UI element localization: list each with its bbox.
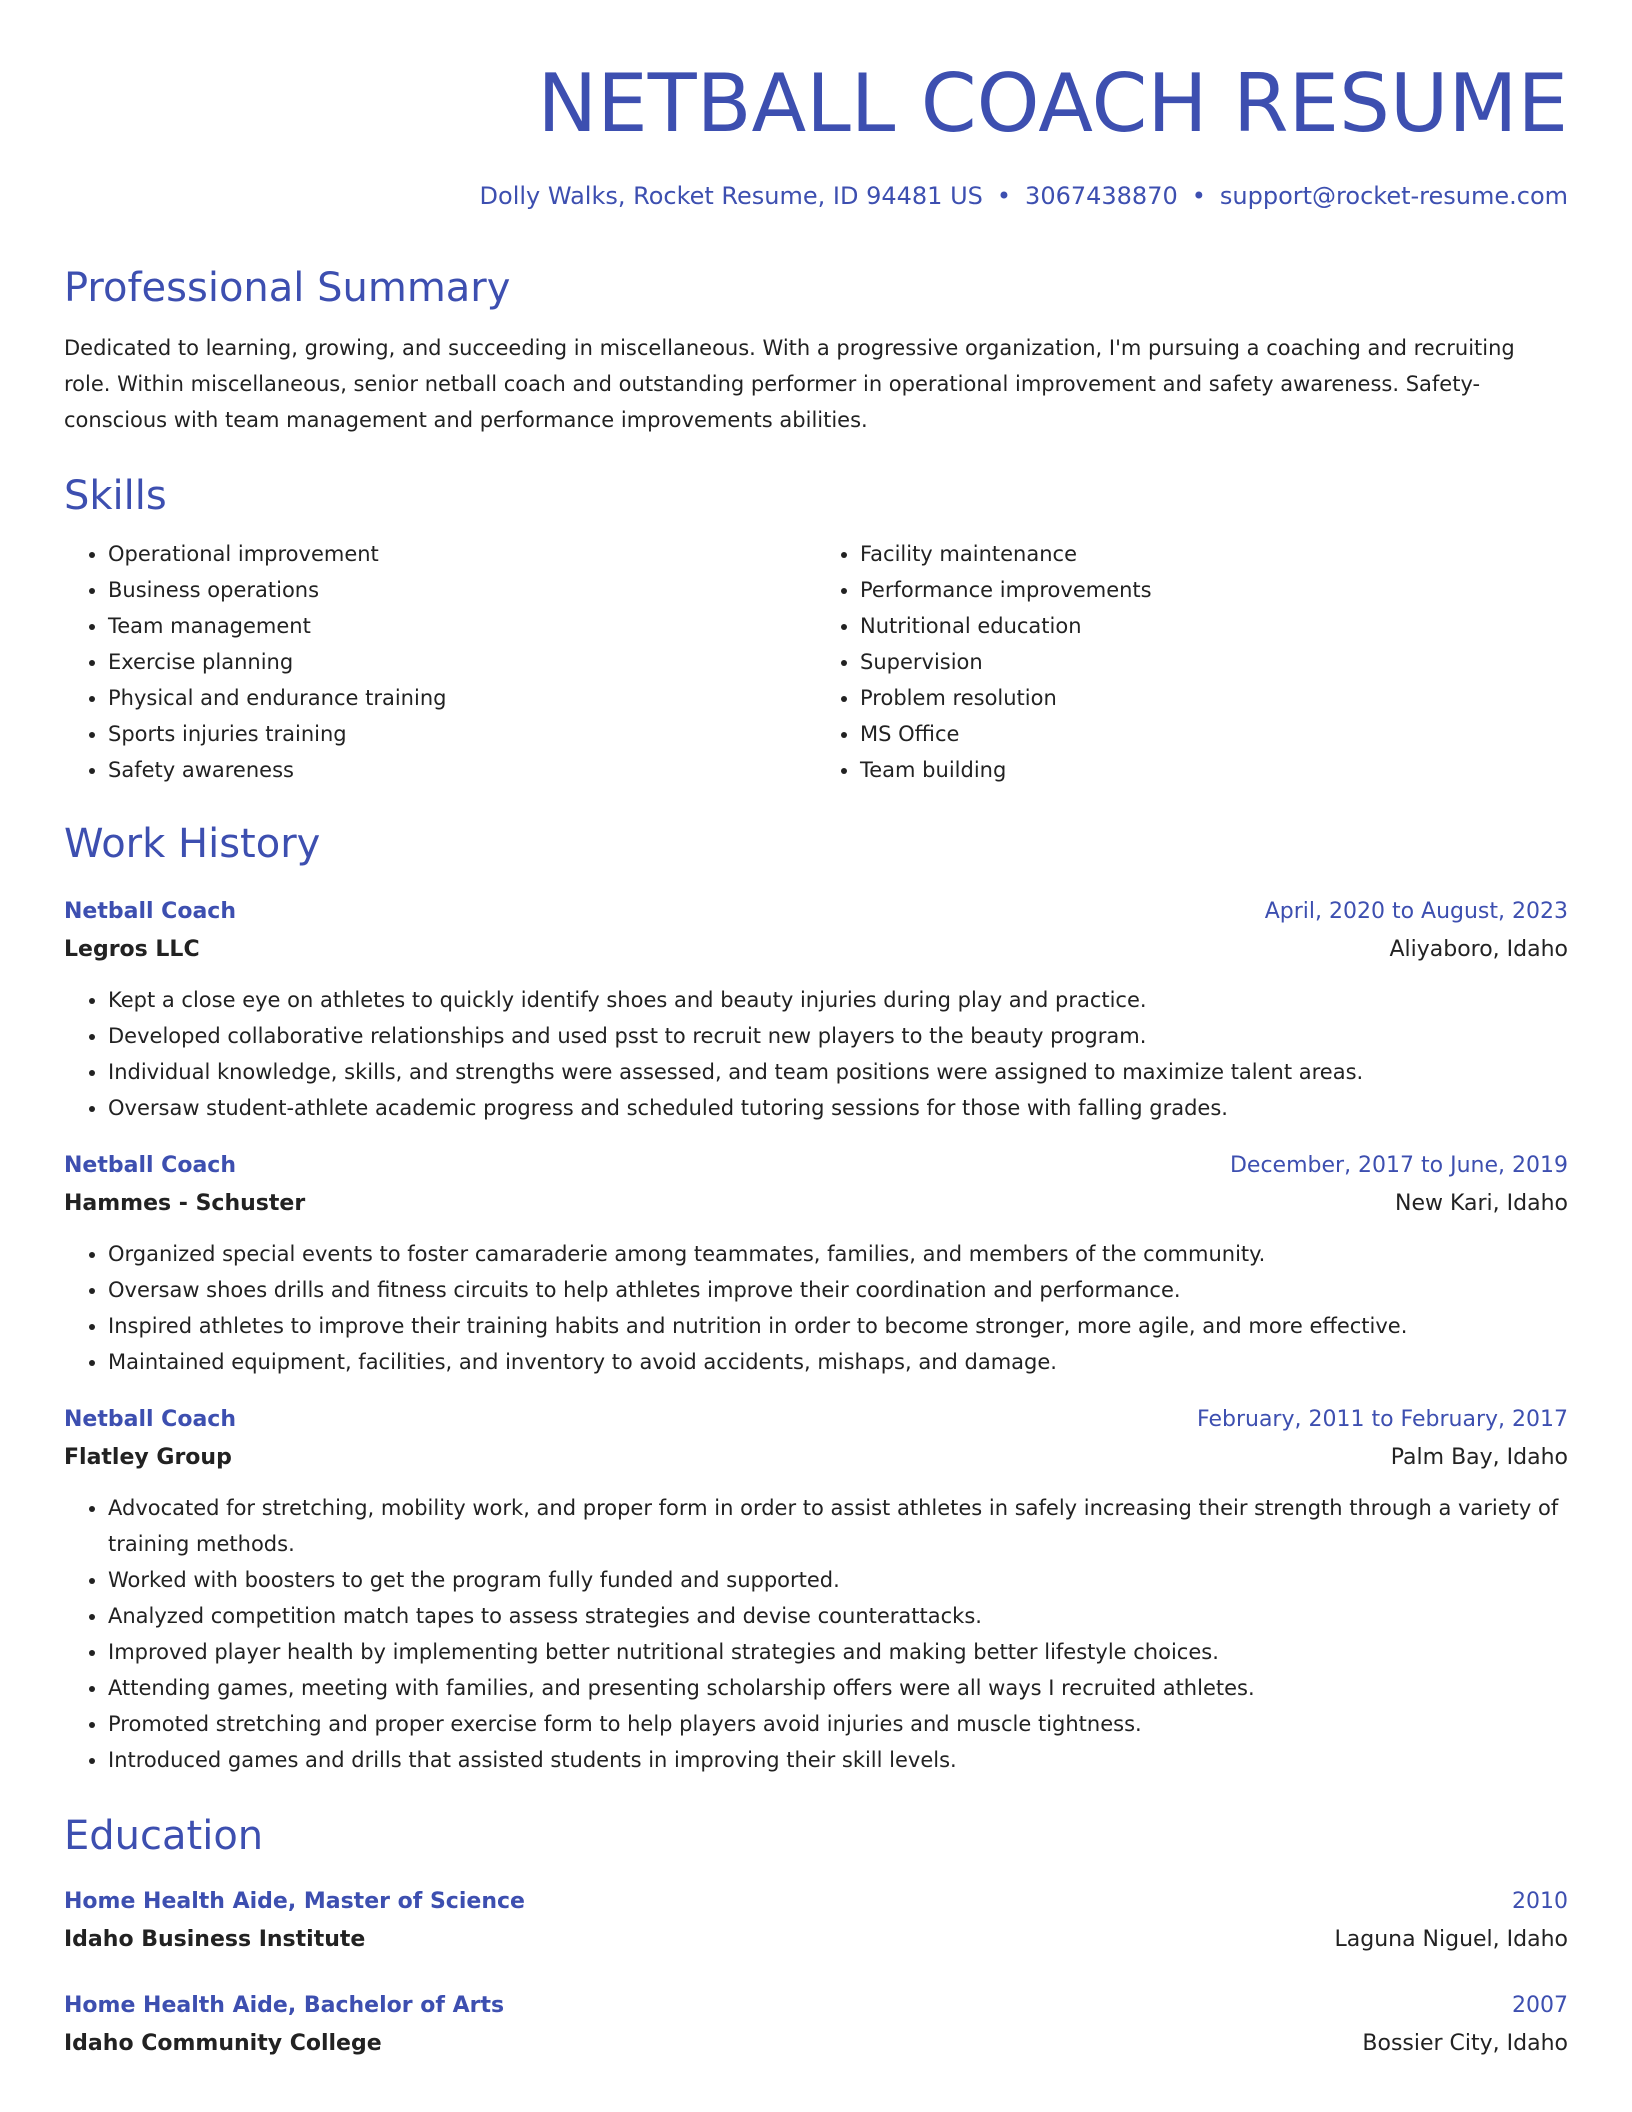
contact-address: Dolly Walks, Rocket Resume, ID 94481 US — [479, 182, 983, 210]
job-bullet: • Attending games, meeting with families, and presenting scholarship offers were all ways I recruited athletes. — [108, 1670, 1568, 1706]
education-heading: Education — [64, 1813, 264, 1859]
job-dates: December, 2017 to June, 2019 — [1229, 1153, 1568, 1178]
education-year: 2010 — [1512, 1889, 1568, 1914]
education-location: Laguna Niguel, Idaho — [1334, 1927, 1568, 1952]
summary-text: Dedicated to learning, growing, and succeeding in miscellaneous. With a progressive organization, I'm pursuing a coaching and recruiting role. Within miscellaneous, senior netball coach and outstanding performer in operational improvement and safety awareness. Safety-conscious with team management and performance improvements abilities. — [64, 336, 1515, 432]
resume-title: NETBALL COACH RESUME — [537, 57, 1568, 150]
education-degree: Home Health Aide, Bachelor of Arts — [64, 1993, 505, 2018]
job-company: Flatley Group — [64, 1445, 232, 1470]
education-school: Idaho Business Institute — [64, 1927, 366, 1952]
contact-email: support@rocket-resume.com — [1219, 182, 1568, 210]
work-history-heading: Work History — [64, 821, 321, 867]
job-header-row — [64, 894, 1568, 930]
resume-page — [64, 0, 1568, 2112]
job-entry — [64, 1148, 1568, 1380]
job-bullet-list — [64, 1490, 1568, 1778]
job-header-row — [64, 1402, 1568, 1438]
skills-grid — [64, 536, 1568, 788]
education-entry — [64, 1884, 1568, 1960]
education-degree: Home Health Aide, Master of Science — [64, 1889, 525, 1914]
job-bullet: • Kept a close eye on athletes to quickly identify shoes and beauty injuries during play and practice. — [108, 982, 1568, 1018]
education-school-row — [64, 1920, 1568, 1960]
job-company-row — [64, 1184, 1568, 1224]
skill-item: • Performance improvements — [860, 572, 1568, 608]
job-header-row — [64, 1148, 1568, 1184]
skill-item: • Physical and endurance training — [108, 680, 816, 716]
job-bullet: • Analyzed competition match tapes to assess strategies and devise counterattacks. — [108, 1598, 1568, 1634]
skill-item: • Nutritional education — [860, 608, 1568, 644]
job-role: Netball Coach — [64, 1407, 236, 1432]
job-location: Palm Bay, Idaho — [1390, 1445, 1568, 1470]
skill-item: • MS Office — [860, 716, 1568, 752]
job-bullet-list — [64, 1236, 1568, 1380]
job-bullet: • Oversaw shoes drills and fitness circuits to help athletes improve their coordination and performance. — [108, 1272, 1568, 1308]
education-header-row — [64, 1988, 1568, 2024]
skill-item: • Team building — [860, 752, 1568, 788]
skill-item: • Supervision — [860, 644, 1568, 680]
job-bullet: • Introduced games and drills that assisted students in improving their skill levels. — [108, 1742, 1568, 1778]
job-bullet: • Maintained equipment, facilities, and inventory to avoid accidents, mishaps, and damage. — [108, 1344, 1568, 1380]
job-bullet: • Organized special events to foster camaraderie among teammates, families, and members of the community. — [108, 1236, 1568, 1272]
skill-item: • Operational improvement — [108, 536, 816, 572]
job-role: Netball Coach — [64, 1153, 236, 1178]
job-dates: February, 2011 to February, 2017 — [1197, 1407, 1568, 1432]
skill-item: • Team management — [108, 608, 816, 644]
skills-list-left — [64, 536, 816, 788]
job-company: Hammes - Schuster — [64, 1191, 306, 1216]
job-bullet: • Individual knowledge, skills, and strengths were assessed, and team positions were assigned to maximize talent areas. — [108, 1054, 1568, 1090]
education-header-row — [64, 1884, 1568, 1920]
education-entry — [64, 1988, 1568, 2064]
job-bullet: • Advocated for stretching, mobility work, and proper form in order to assist athletes in safely increasing their strength through a variety of training methods. — [108, 1490, 1568, 1562]
skill-item: • Sports injuries training — [108, 716, 816, 752]
skill-item: • Exercise planning — [108, 644, 816, 680]
education-school: Idaho Community College — [64, 2031, 382, 2056]
job-bullet-list — [64, 982, 1568, 1126]
job-location: New Kari, Idaho — [1395, 1191, 1568, 1216]
summary-heading: Professional Summary — [64, 265, 511, 311]
job-bullet: • Oversaw student-athlete academic progress and scheduled tutoring sessions for those with falling grades. — [108, 1090, 1568, 1126]
job-location: Aliyaboro, Idaho — [1389, 937, 1568, 962]
job-bullet: • Promoted stretching and proper exercise form to help players avoid injuries and muscle tightness. — [108, 1706, 1568, 1742]
job-entry — [64, 894, 1568, 1126]
education-school-row — [64, 2024, 1568, 2064]
skill-item: • Business operations — [108, 572, 816, 608]
job-entry — [64, 1402, 1568, 1778]
education-location: Bossier City, Idaho — [1362, 2031, 1568, 2056]
job-bullet: • Developed collaborative relationships and used psst to recruit new players to the beauty program. — [108, 1018, 1568, 1054]
job-company-row — [64, 930, 1568, 970]
job-bullet: • Inspired athletes to improve their training habits and nutrition in order to become stronger, more agile, and more effective. — [108, 1308, 1568, 1344]
skills-list-right — [816, 536, 1568, 788]
contact-separator: • — [996, 182, 1012, 210]
job-bullet: • Worked with boosters to get the program fully funded and supported. — [108, 1562, 1568, 1598]
skill-item: • Problem resolution — [860, 680, 1568, 716]
contact-separator: • — [1191, 182, 1206, 210]
skill-item: • Safety awareness — [108, 752, 816, 788]
job-bullet: • Improved player health by implementing better nutritional strategies and making better lifestyle choices. — [108, 1634, 1568, 1670]
skills-heading: Skills — [64, 473, 167, 519]
education-year: 2007 — [1512, 1993, 1568, 2018]
job-dates: April, 2020 to August, 2023 — [1264, 899, 1568, 924]
contact-line — [64, 178, 1568, 214]
skill-item: • Facility maintenance — [860, 536, 1568, 572]
job-company: Legros LLC — [64, 937, 200, 962]
job-company-row — [64, 1438, 1568, 1478]
job-role: Netball Coach — [64, 899, 236, 924]
contact-phone: 3067438870 — [1025, 182, 1178, 210]
